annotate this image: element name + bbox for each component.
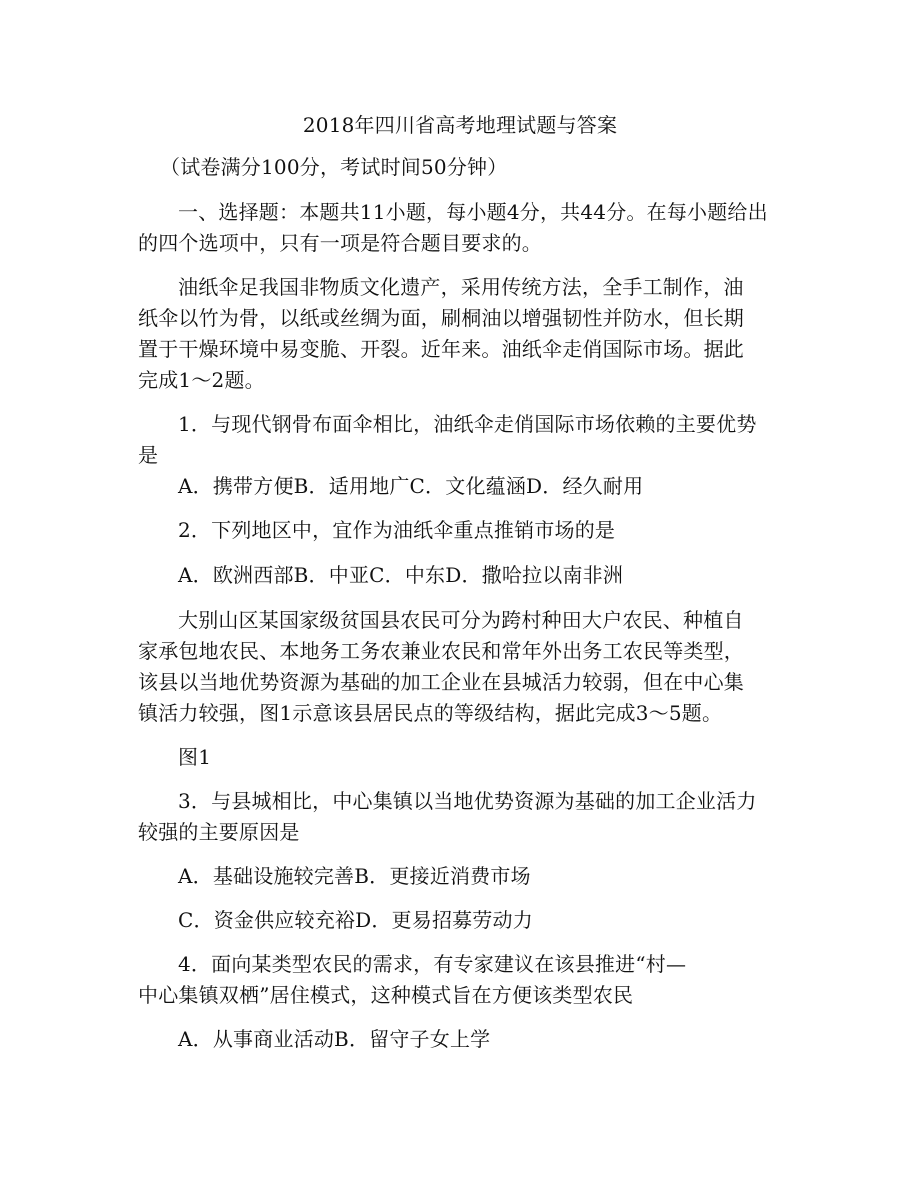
question-2: 2．下列地区中，宜作为油纸伞重点推销市场的是 bbox=[178, 518, 616, 542]
question-4-options: A．从事商业活动B．留守子女上学 bbox=[178, 1027, 491, 1051]
passage-line: 该县以当地优势资源为基础的加工企业在县城活力较弱，但在中心集 bbox=[138, 670, 744, 694]
question-3: 3．与县城相比，中心集镇以当地优势资源为基础的加工企业活力 bbox=[178, 789, 757, 813]
question-3-cont: 较强的主要原因是 bbox=[138, 820, 300, 844]
page-title: 2018年四川省高考地理试题与答案 bbox=[302, 113, 618, 137]
question-3-options: C．资金供应较充裕D．更易招募劳动力 bbox=[178, 908, 533, 932]
passage-line: 大别山区某国家级贫国县农民可分为跨村种田大户农民、种植自 bbox=[178, 608, 744, 632]
passage-line: 家承包地农民、本地务工务农兼业农民和常年外出务工农民等类型， bbox=[138, 639, 744, 663]
passage-line: 油纸伞足我国非物质文化遗产，采用传统方法，全手工制作，油 bbox=[178, 275, 744, 299]
question-1-cont: 是 bbox=[138, 443, 159, 467]
section-instruction-line: 一、选择题：本题共11小题，每小题4分，共44分。在每小题给出 bbox=[178, 200, 768, 224]
question-4-cont: 中心集镇双栖”居住模式，这种模式旨在方便该类型农民 bbox=[138, 983, 634, 1007]
question-1-options: A．携带方便B．适用地广C．文化蕴涵D．经久耐用 bbox=[178, 474, 644, 498]
question-4: 4．面向某类型农民的需求，有专家建议在该县推进“村— bbox=[178, 952, 687, 976]
exam-info: （试卷满分100分，考试时间50分钟） bbox=[160, 155, 508, 179]
question-3-options: A．基础设施较完善B．更接近消费市场 bbox=[178, 864, 531, 888]
passage-line: 纸伞以竹为骨，以纸或丝绸为面，刷桐油以增强韧性并防水，但长期 bbox=[138, 306, 744, 330]
question-2-options: A．欧洲西部B．中亚C．中东D．撒哈拉以南非洲 bbox=[178, 563, 624, 587]
question-1: 1．与现代钢骨布面伞相比，油纸伞走俏国际市场依赖的主要优势 bbox=[178, 412, 757, 436]
passage-line: 置于干燥环境中易变脆、开裂。近年来。油纸伞走俏国际市场。据此 bbox=[138, 337, 744, 361]
section-instruction-line: 的四个选项中，只有一项是符合题目要求的。 bbox=[138, 231, 542, 255]
passage-line: 完成1～2题。 bbox=[138, 368, 265, 392]
passage-line: 镇活力较强，图1示意该县居民点的等级结构，据此完成3～5题。 bbox=[138, 701, 723, 725]
figure-label: 图1 bbox=[178, 745, 212, 769]
